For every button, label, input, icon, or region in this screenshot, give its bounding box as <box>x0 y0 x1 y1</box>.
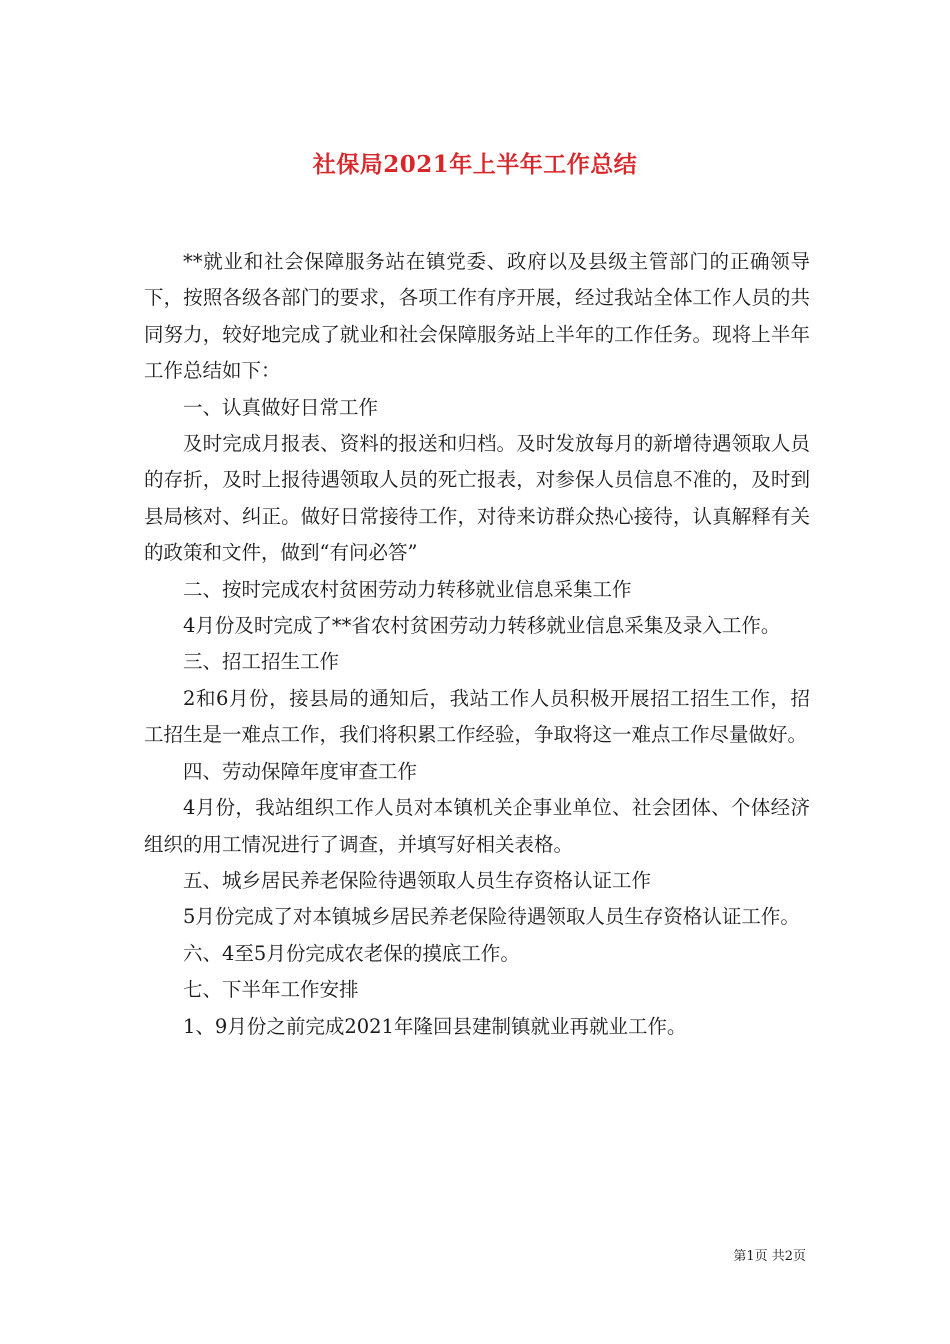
page-title: 社保局2021年上半年工作总结 <box>312 151 638 179</box>
section-body-2: 4月份及时完成了**省农村贫困劳动力转移就业信息采集及录入工作。 <box>183 614 781 638</box>
section-body-4: 4月份，我站组织工作人员对本镇机关企事业单位、社会团体、个体经济组织的用工情况进行了调查，并填写好相关表格。 <box>144 796 810 856</box>
section-heading-2: 二、按时完成农村贫困劳动力转移就业信息采集工作 <box>183 577 632 601</box>
page-number: 第1页 共2页 <box>733 1249 806 1264</box>
section-heading-1: 一、认真做好日常工作 <box>183 395 379 419</box>
section-heading-7: 七、下半年工作安排 <box>183 978 359 1002</box>
document-body <box>144 244 810 1045</box>
section-body-3: 2和6月份，接县局的通知后，我站工作人员积极开展招工招生工作，招工招生是一难点工作，我们将积累工作经验，争取将这一难点工作尽量做好。 <box>144 686 810 747</box>
section-body-1: 及时完成月报表、资料的报送和归档。及时发放每月的新增待遇领取人员的存折，及时上报待遇领取人员的死亡报表，对参保人员信息不准的，及时到县局核对、纠正。做好日常接待工作，对待来访群众热心接待，认真解释有关的政策和文件，做到“有问必答” <box>144 432 810 565</box>
intro-paragraph: **就业和社会保障服务站在镇党委、政府以及县级主管部门的正确领导下，按照各级各部门的要求，各项工作有序开展，经过我站全体工作人员的共同努力，较好地完成了就业和社会保障服务站上半年的工作任务。现将上半年工作总结如下： <box>144 250 810 383</box>
section-heading-5: 五、城乡居民养老保险待遇领取人员生存资格认证工作 <box>183 868 652 892</box>
section-heading-4: 四、劳动保障年度审查工作 <box>183 759 418 783</box>
section-heading-3: 三、招工招生工作 <box>183 650 340 674</box>
plan-item-1: 1、9月份之前完成2021年隆回县建制镇就业再就业工作。 <box>183 1014 687 1038</box>
section-heading-6: 六、4至5月份完成农老保的摸底工作。 <box>183 941 520 965</box>
section-body-5: 5月份完成了对本镇城乡居民养老保险待遇领取人员生存资格认证工作。 <box>183 905 800 929</box>
